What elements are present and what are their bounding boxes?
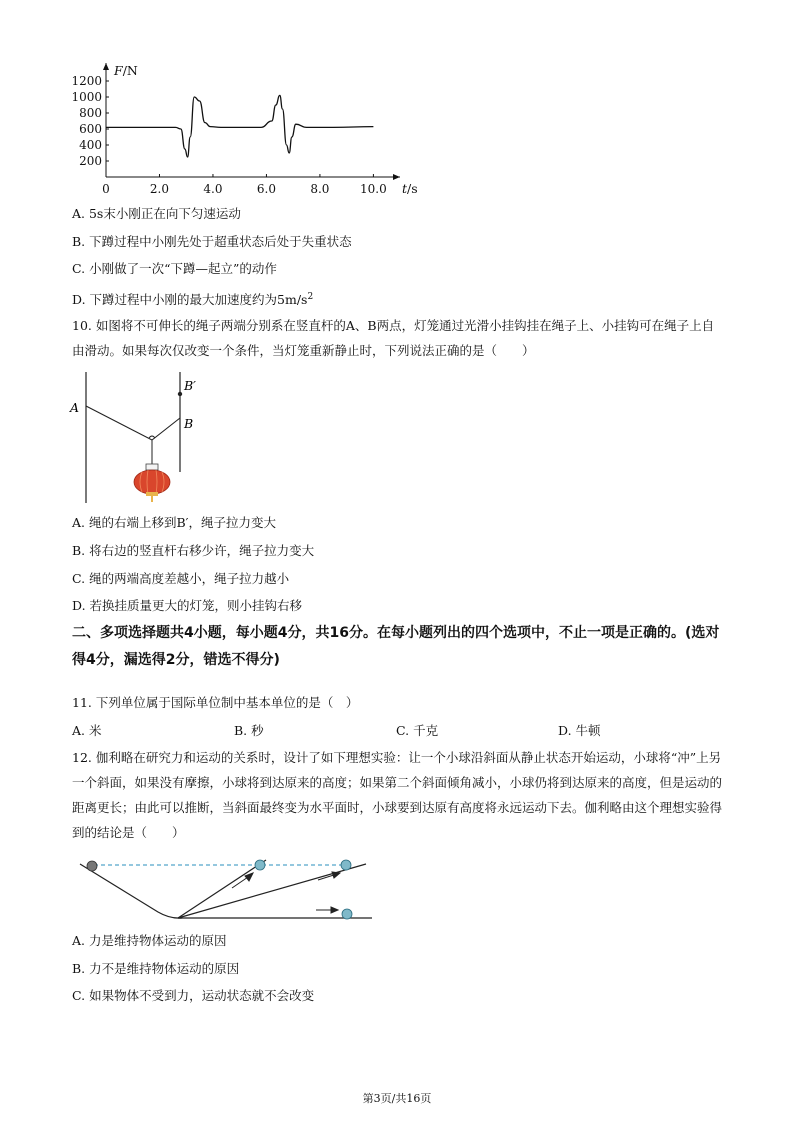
x-tick-label: 6.0 xyxy=(256,182,276,196)
q12-option-c: C. 如果物体不受到力，运动状态就不会改变 xyxy=(72,988,315,1003)
y-tick-label: 200 xyxy=(79,154,102,168)
x-axis-arrow xyxy=(393,174,400,180)
q9-option-a: A. 5s末小刚正在向下匀速运动 xyxy=(72,206,241,221)
q10-option-c: C. 绳的两端高度差越小，绳子拉力越小 xyxy=(72,571,290,586)
arrowhead-horizontal xyxy=(331,907,338,913)
y-axis-label: F/N xyxy=(114,63,138,78)
force-curve xyxy=(106,95,373,157)
arrowhead-steep xyxy=(245,873,253,881)
page-footer: 第3页/共16页 xyxy=(362,1092,432,1105)
ball-steep xyxy=(255,860,265,870)
q12-option-a: A. 力是维持物体运动的原因 xyxy=(72,933,227,948)
q12-option-b: B. 力不是维持物体运动的原因 xyxy=(72,961,240,976)
point-b-prime xyxy=(178,392,182,396)
q11-option-d: D. 牛顿 xyxy=(558,723,601,738)
x-tick-label: 8.0 xyxy=(310,182,330,196)
lantern-bottom xyxy=(146,492,158,496)
q9-option-d-value: 5m/s xyxy=(277,292,308,308)
lantern-cap xyxy=(146,464,158,470)
galileo-ramp-diagram xyxy=(70,852,380,927)
q9-option-d-text: D. 下蹲过程中小刚的最大加速度约为 xyxy=(72,292,278,308)
q11-stem: 11. 下列单位属于国际单位制中基本单位的是（ ） xyxy=(72,695,359,710)
label-b: B xyxy=(184,416,194,431)
label-b-prime: B′ xyxy=(184,378,197,393)
force-time-chart xyxy=(60,55,440,200)
q10-option-a: A. 绳的右端上移到B′，绳子拉力变大 xyxy=(72,515,276,530)
arrowhead-shallow xyxy=(332,872,340,878)
x-tick-label: 4.0 xyxy=(203,182,223,196)
ball-shallow xyxy=(341,860,351,870)
y-tick-label: 400 xyxy=(79,138,102,152)
x-axis-label: t/s xyxy=(402,181,418,196)
q11-option-c: C. 千克 xyxy=(396,723,439,738)
q11-option-a: A. 米 xyxy=(72,723,102,738)
ball-start xyxy=(87,861,97,871)
q9-option-c: C. 小刚做了一次“下蹲—起立”的动作 xyxy=(72,261,277,276)
label-a: A xyxy=(70,400,80,415)
q10-option-d: D. 若换挂质量更大的灯笼，则小挂钩右移 xyxy=(72,598,303,613)
y-tick-label: 1200 xyxy=(71,74,102,88)
rope xyxy=(86,406,180,440)
y-tick-label: 1000 xyxy=(71,90,102,104)
steep-incline xyxy=(178,860,266,918)
lantern-body xyxy=(134,470,170,494)
y-axis-arrow xyxy=(103,63,109,70)
q9-option-d xyxy=(72,288,313,309)
q11-option-b: B. 秒 xyxy=(234,723,264,738)
q10-stem: 10. 如图将不可伸长的绳子两端分别系在竖直杆的A、B两点，灯笼通过光滑小挂钩挂在绳子上、小挂钩可在绳子上自由滑动。如果每次仅改变一个条件，当灯笼重新静止时，下列说法正确的是（ ） xyxy=(72,318,715,358)
y-tick-label: 800 xyxy=(79,106,102,120)
q10-option-b: B. 将右边的竖直杆右移少许，绳子拉力变大 xyxy=(72,543,315,558)
x-tick-label: 0 xyxy=(102,182,110,196)
ball-horizontal xyxy=(342,909,352,919)
q12-stem: 12. 伽利略在研究力和运动的关系时，设计了如下理想实验：让一个小球沿斜面从静止状态开始运动，小球将“冲”上另一个斜面，如果没有摩擦，小球将到达原来的高度；如果第二个斜面倾角减小，小球仍将到达原来的高度，但是运动的距离更长；由此可以推断，当斜面最终变为水平面时，小球要到达原有高度将永远运动下去。伽利略由这个理想实验得到的结论是（ ） xyxy=(72,750,723,840)
q9-option-b: B. 下蹲过程中小刚先处于超重状态后处于失重状态 xyxy=(72,234,352,249)
q9-option-d-exponent: 2 xyxy=(307,292,314,302)
x-tick-label: 10.0 xyxy=(360,182,387,196)
lantern-diagram xyxy=(66,368,216,508)
left-incline xyxy=(80,864,182,918)
section-2-heading: 二、多项选择题共4小题，每小题4分，共16分。在每小题列出的四个选项中，不止一项是正确的。(选对得4分，漏选得2分，错选不得分) xyxy=(72,625,720,668)
y-tick-label: 600 xyxy=(79,122,102,136)
x-tick-label: 2.0 xyxy=(149,182,170,196)
